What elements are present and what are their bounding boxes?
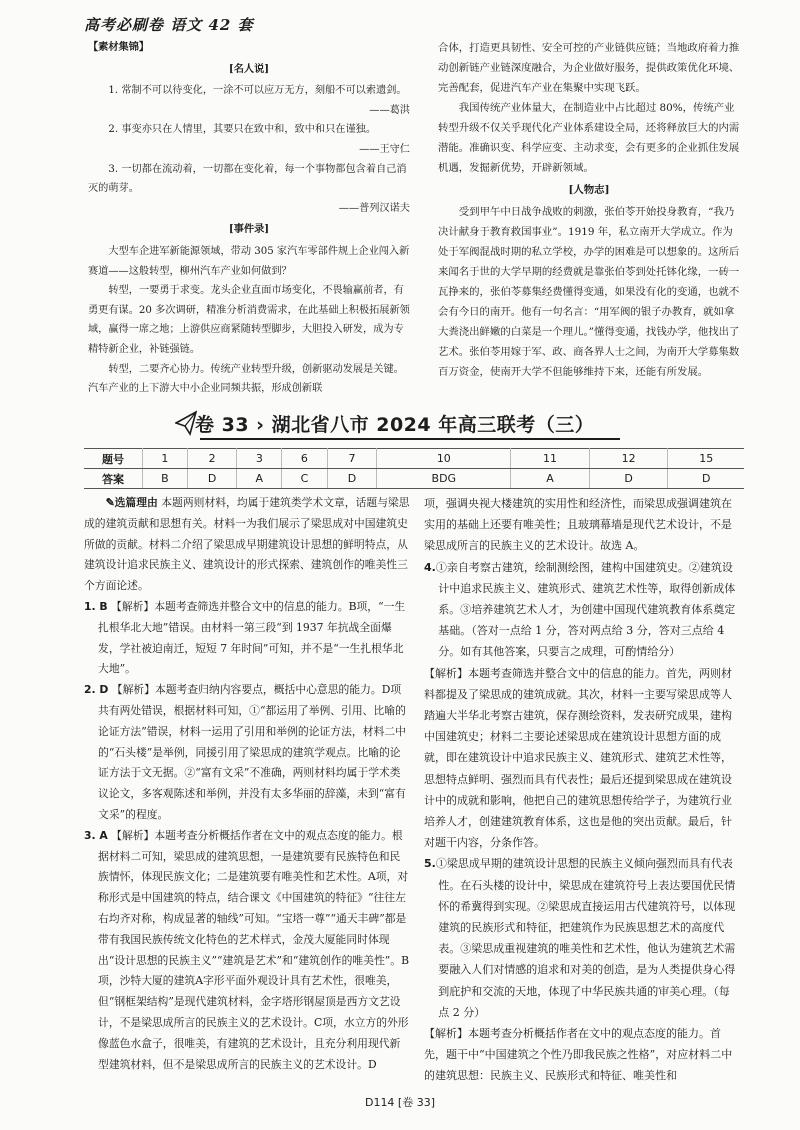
answer-cell: B bbox=[143, 469, 188, 489]
answer-text: ①亲自考察古建筑，绘制测绘图，建构中国建筑史。②建筑设计中追求民族主义、建筑形式、建筑艺术性等，取得创新成体系。③培养建筑艺术人才，为创建中国现代建筑教育体系奠定基础。（答对一点给 1 分，答对两点给 3 分，答对三点给 4 分。如有其他答案，只要言之成理，可酌情给分） bbox=[435, 560, 736, 659]
left-bottom-column bbox=[84, 493, 410, 1075]
left-top-column bbox=[88, 38, 410, 399]
intro-text: 本题两则材料，均属于建筑类学术文章，话题与梁思成的建筑贡献和思想有关。材料一为我们展示了梁思成对中国建筑史所做的贡献。材料二介绍了梁思成早期建筑设计思想的鲜明特点，从建筑设计追求民族主义、建筑设计的形式探索、建筑创作的唯美性三个方面论述。 bbox=[84, 496, 410, 593]
answer-cell: C bbox=[282, 469, 328, 489]
answer-text: ①梁思成早期的建筑设计思想的民族主义倾向强烈而具有代表性。在石头楼的设计中，梁思成在建筑符号上表达要国优民情怀的希冀得到实现。②梁思成直接运用古代建筑符号，以体现建筑的民族形式和特征，把建筑作为民族思想艺术的高度代表。③梁思成重视建筑的唯美性和艺术性，他认为建筑艺术需要融入人们对情感的追求和对美的创造，是为人类提供身心得到庇护和交流的天地，体现了中华民族共通的审美心理。（每点 2 分） bbox=[435, 857, 736, 1019]
answer-cell: D bbox=[668, 469, 744, 489]
event-paragraph: 转型，一要勇于求变。龙头企业直面市场变化，不畏输赢前者，有勇更有谋。20 多次调研，精准分析消费需求，在此基础上积极拓展新领域，赢得一席之地；上游供应商紧随转型脚步，大胆投入研发，成为专精特新企业，补链强链。 bbox=[88, 285, 410, 355]
question-number: 6 bbox=[282, 449, 328, 469]
book-title: 高考必刷卷 语文 42 套 bbox=[84, 16, 254, 34]
intro-label: 选篇理由 bbox=[114, 496, 158, 509]
answer-item bbox=[424, 557, 740, 663]
answer-text: 【解析】本题考查归纳内容要点，概括中心意思的能力。D项共有两处错误，根据材料可知，①“都运用了举例、引用、比喻的论证方法”错误，材料一运用了引用和举例的论证方法，材料二中的“石头楼”是举例，同援引用了梁思成的建筑学观点。比喻的论证方法于文无据。②“富有文采”不准确，两则材料均属于学术类议论文，多客观陈述和举例，并没有太多华丽的辞藻，未到“富有文采”的程度。 bbox=[98, 683, 406, 821]
table-row-label: 答案 bbox=[84, 469, 143, 489]
analysis-text: 【解析】本题考查分析概括作者在文中的观点态度的能力。首先，题干中“中国建筑之个性乃即我民族之性格”，对应材料二中的建筑思想：民族主义、民族形式和特征、唯美性和 bbox=[424, 1027, 733, 1083]
question-number: 7 bbox=[327, 449, 377, 469]
quote-text: 2. 事变亦只在人情里，其要只在致中和，致中和只在谨独。 bbox=[108, 124, 377, 136]
page-footer: D114 [卷 33] bbox=[364, 1096, 436, 1109]
quote-text: 3. 一切都在流动着，一切都在变化着，每一个事物都包含着自己消灭的萌芽。 bbox=[88, 163, 407, 195]
answer-number: 4. bbox=[424, 560, 436, 574]
analysis-text: 【解析】本题考查筛选并整合文中的信息的能力。首先，两则材料都提及了梁思成的建筑成就。其次，材料一主要写梁思成等人踏遍大半华北考察古建筑，保存测绘资料，发表研究成果，建构中国建筑史；材料二主要论述梁思成在建筑设计思想方面的成就，即在建筑设计中追求民族主义、建筑形式、建筑艺术性等，思想特点鲜明、强烈而具有代表性；最后还提到梁思成在建筑设计中的成就和影响，他把自己的建筑思想传给学子，为建筑行业培养人才，创建建筑教育体系，这也是他的突出贡献。最后，针对题干内容，分条作答。 bbox=[424, 666, 732, 850]
paper-plane-icon bbox=[175, 410, 197, 436]
answer-item bbox=[84, 597, 410, 680]
answer-cell: A bbox=[237, 469, 282, 489]
exam-banner-title: 卷 33 › 湖北省八市 2024 年高三联考（三） bbox=[195, 414, 595, 436]
banner-divider bbox=[200, 438, 620, 440]
question-number: 11 bbox=[511, 449, 590, 469]
question-number: 3 bbox=[237, 449, 282, 469]
answer-cell: A bbox=[511, 469, 590, 489]
answer-item bbox=[84, 826, 410, 1076]
answer-table bbox=[84, 448, 744, 489]
body-paragraph: 我国传统产业体量大，在制造业中占比超过 80%，传统产业转型升级不仅关乎现代化产业体系建设全局，还将释放巨大的内需潜能。准确识变、科学应变、主动求变，会有更多的企业抓住发展机遇，发掘新优势，开辟新领域。 bbox=[438, 102, 740, 174]
event-paragraph: 大型车企进军新能源领域，带动 305 家汽车零部件规上企业闯入新赛道——这般转型，柳州汽车产业如何做到？ bbox=[88, 245, 410, 277]
answer-text: 【解析】本题考查筛选并整合文中的信息的能力。B项，“一生扎根华北大地”错误。由材料一第三段“到 1937 年抗战全面爆发，学社被迫南迁，短短 7 年时间”可知，并不是“一生扎根华北大地”。 bbox=[98, 599, 406, 676]
question-number: 1 bbox=[143, 449, 188, 469]
quote-author: ——普列汉诺夫 bbox=[338, 202, 410, 214]
quotes-title: [名人说] bbox=[228, 62, 270, 75]
pencil-icon: ✎ bbox=[105, 496, 115, 509]
people-title: [人物志] bbox=[568, 184, 610, 196]
table-row bbox=[84, 469, 744, 489]
question-number: 2 bbox=[187, 449, 237, 469]
question-number: 12 bbox=[589, 449, 668, 469]
answer-item bbox=[424, 853, 740, 1023]
answer-number: 2. D bbox=[84, 683, 109, 697]
section-tag: 【素材集锦】 bbox=[88, 41, 150, 53]
answer-cell: D bbox=[589, 469, 668, 489]
answer-text: 【解析】本题考查分析概括作者在文中的观点态度的能力。根据材料二可知，梁思成的建筑思想，一是建筑要有民族特色和民族情怀，体现民族文化；二是建筑要有唯美性和艺术性。A项，对称形式是中国建筑的特点，结合课文《中国建筑的特征》“往往左右均齐对称，构成显著的轴线”可知。“宝塔一尊”“通天丰碑”都是带有我国民族传统文化特色的艺术样式，金茂大厦能同时体现出“设计思想的民族主义”“建筑是艺术”和“建筑创作的唯美性”。B项，沙特大厦的建筑A字形平面外观设计具有艺术性，很唯美，但“钢框架结构”是现代建筑材料，金字塔形钢屋顶是西方文艺设计，不是梁思成所言的民族主义的艺术设计。C项，水立方的外形像蓝色水盒子，很唯美，有建筑的艺术设计，且充分利用现代新型建筑材料，但不是梁思成所言的民族主义的艺术设计。D bbox=[98, 828, 410, 1071]
table-row bbox=[84, 449, 744, 469]
answer-item bbox=[84, 680, 410, 826]
quote-text: 1. 常制不可以待变化，一涂不可以应万无方，刻船不可以索遗剑。 bbox=[108, 85, 407, 97]
body-paragraph: 合体，打造更具韧性、安全可控的产业链供应链；当地政府着力推动创新链产业链深度融合，为企业做好服务，提供政策优化环境、完善配套，促进汽车产业在集聚中实现飞跃。 bbox=[438, 42, 740, 94]
right-bottom-column bbox=[424, 493, 740, 1087]
quote-author: ——王守仁 bbox=[359, 143, 410, 155]
event-paragraph: 转型，二要齐心协力。传统产业转型升级，创新驱动发展是关键。汽车产业的上下游大中小企业同频共振，形成创新联 bbox=[88, 363, 404, 395]
answer-number: 5. bbox=[424, 857, 436, 871]
question-number: 10 bbox=[377, 449, 511, 469]
events-title: [事件录] bbox=[228, 223, 270, 236]
answer-number: 1. B bbox=[84, 599, 108, 613]
answer-cell: D bbox=[327, 469, 377, 489]
people-paragraph: 受到甲午中日战争战败的刺激，张伯苓开始投身教育，“我乃决计献身于教育救国事业”。1919 年，私立南开大学成立。作为处于军阀混战时期的私立学校，办学的困难是可以想象的。这所后来闻名于世的大学早期的经费就是靠张伯苓到处托钵化缘，一砖一瓦挣来的，张伯苓募集经费懂得变通，如果没有化的变通，也就不会有今日的南开。他有一句名言：“用军阀的银子办教育，就如拿大粪浇出鲜嫩的白菜是一个理儿。”懂得变通，找钱办学，他找出了艺术。张伯苓用嫁于军、政、商各界人士之间，为南开大学募集数百万资金，使南开大学不但能够维持下来，还能有所发展。 bbox=[438, 206, 740, 378]
quote-author: ——葛洪 bbox=[369, 104, 410, 116]
table-row-label: 题号 bbox=[84, 449, 143, 469]
question-number: 15 bbox=[668, 449, 744, 469]
answer-cell: D bbox=[187, 469, 237, 489]
answer-number: 3. A bbox=[84, 828, 108, 842]
intro-paragraph bbox=[84, 493, 410, 597]
answer-cell: BDG bbox=[377, 469, 511, 489]
right-top-column bbox=[438, 38, 740, 382]
answer-continuation: 项，强调央视大楼建筑的实用性和经济性，而梁思成强调建筑在实用的基础上还要有唯美性；且玻璃幕墙是现代艺术设计，不是梁思成所言的民族主义的艺术设计。故选 A。 bbox=[424, 497, 732, 553]
